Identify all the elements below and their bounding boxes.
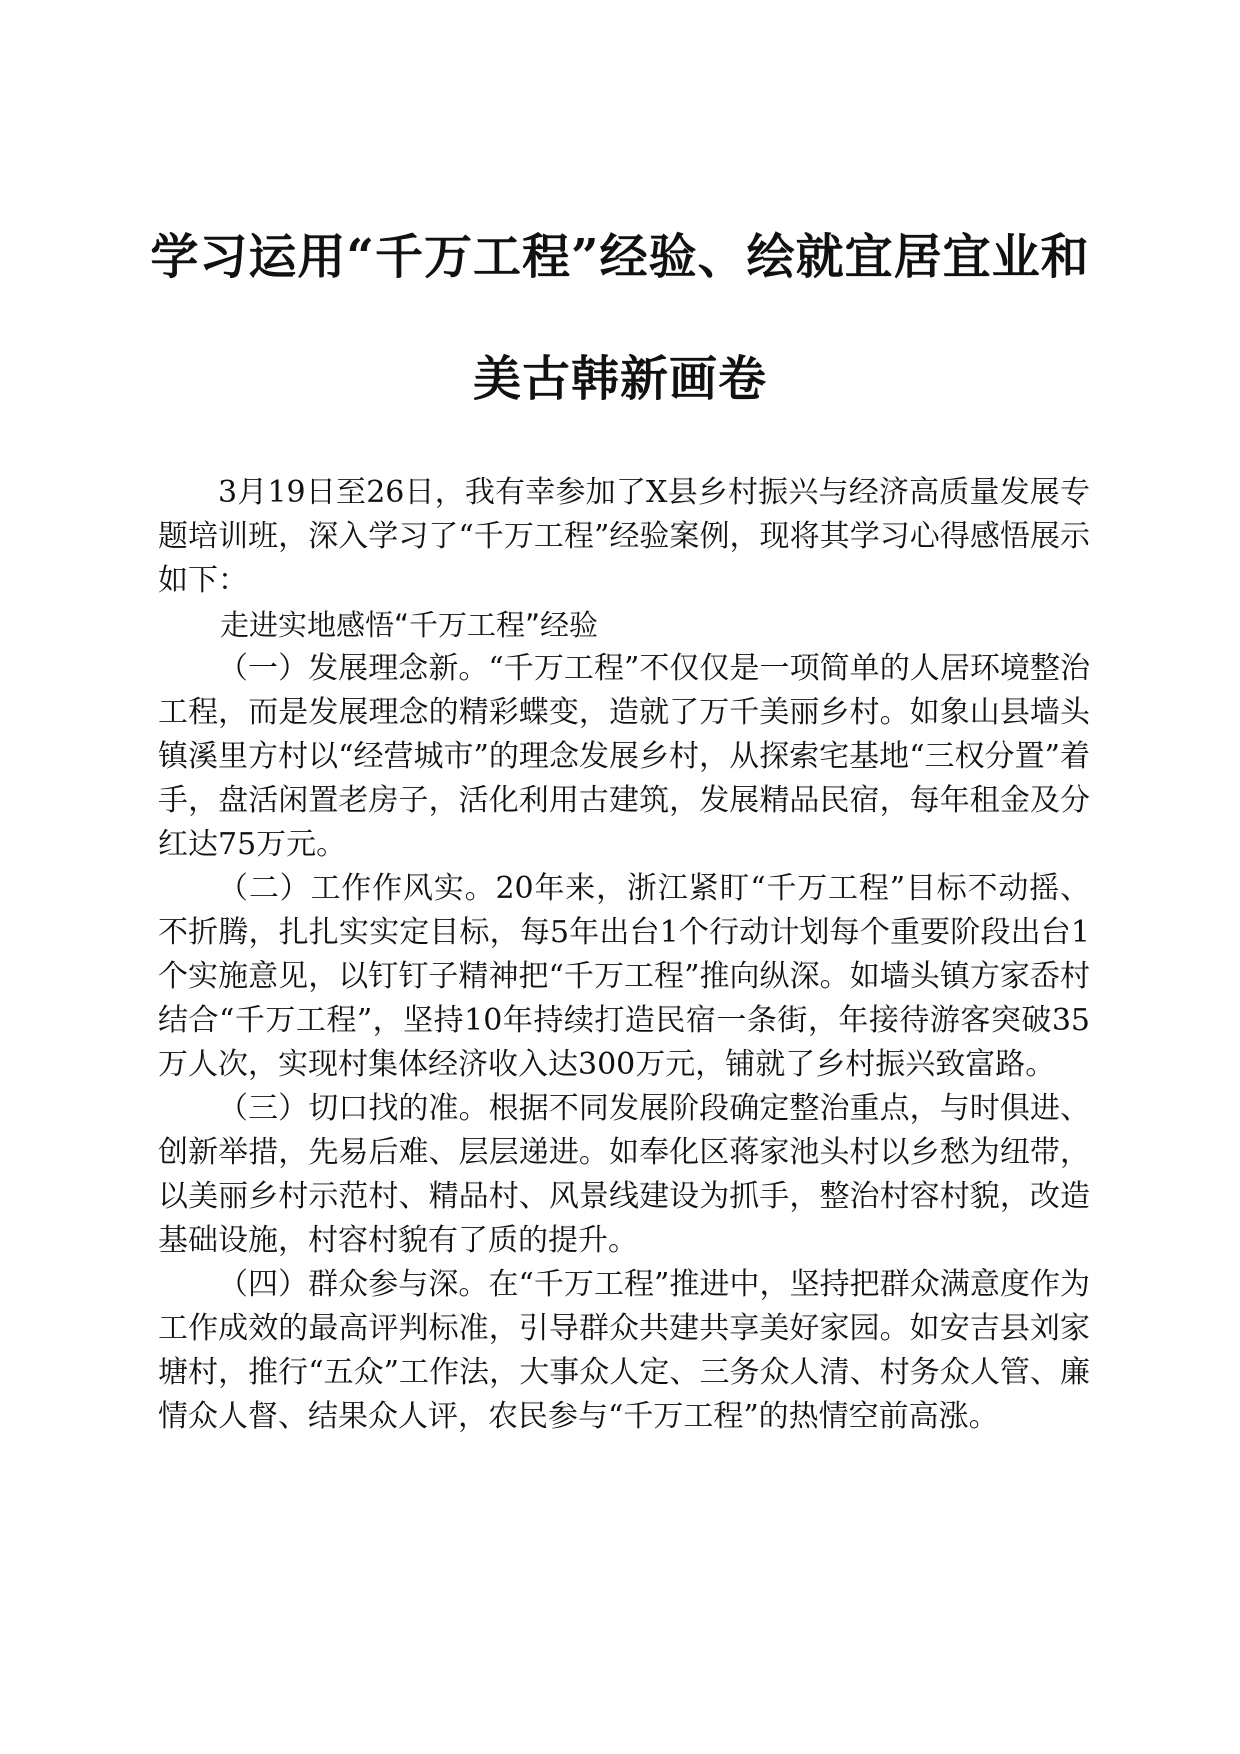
point-1-lead: （一）发展理念新。 [218, 651, 489, 686]
point-paragraph-3 [158, 1087, 1090, 1263]
document-title-line-1: 学习运用“千万工程”经验、绘就宜居宜业和 [150, 229, 1090, 285]
point-3-lead: （三）切口找的准。 [218, 1091, 489, 1126]
section-heading: 走进实地感悟“千万工程”经验 [220, 608, 599, 642]
document-title-line-2: 美古韩新画卷 [472, 351, 767, 407]
point-2-lead: （二）工作作风实。 [218, 871, 496, 906]
intro-paragraph: 3月19日至26日，我有幸参加了X县乡村振兴与经济高质量发展专题培训班，深入学习了“千万工程”经验案例，现将其学习心得感悟展示如下： [158, 475, 1090, 598]
point-4-lead: （四）群众参与深。 [218, 1267, 489, 1302]
point-2-text: 20年来，浙江紧盯“千万工程”目标不动摇、不折腾，扎扎实实定目标，每5年出台1个行动计划每个重要阶段出台1个实施意见，以钉钉子精神把“千万工程”推向纵深。如墙头镇方家岙村结合“千万工程”，坚持10年持续打造民宿一条街，年接待游客突破35万人次，实现村集体经济收入达300万元，铺就了乡村振兴致富路。 [158, 871, 1091, 1082]
point-paragraph-4 [158, 1263, 1090, 1439]
point-4-text: 在“千万工程”推进中，坚持把群众满意度作为工作成效的最高评判标准，引导群众共建共享美好家园。如安吉县刘家塘村，推行“五众”工作法，大事众人定、三务众人清、村务众人管、廉情众人督、结果众人评，农民参与“千万工程”的热情空前高涨。 [158, 1267, 1091, 1434]
point-paragraph-1 [158, 647, 1090, 867]
point-1-text: “千万工程”不仅仅是一项简单的人居环境整治工程，而是发展理念的精彩蝶变，造就了万千美丽乡村。如象山县墙头镇溪里方村以“经营城市”的理念发展乡村，从探索宅基地“三权分置”着手，盘活闲置老房子，活化利用古建筑，发展精品民宿，每年租金及分红达75万元。 [158, 651, 1091, 862]
point-paragraph-2 [158, 867, 1090, 1087]
document-body [158, 471, 1090, 1439]
point-3-text: 根据不同发展阶段确定整治重点，与时俱进、创新举措，先易后难、层层递进。如奉化区蒋家池头村以乡愁为纽带，以美丽乡村示范村、精品村、风景线建设为抓手，整治村容村貌，改造基础设施，村容村貌有了质的提升。 [158, 1091, 1091, 1258]
